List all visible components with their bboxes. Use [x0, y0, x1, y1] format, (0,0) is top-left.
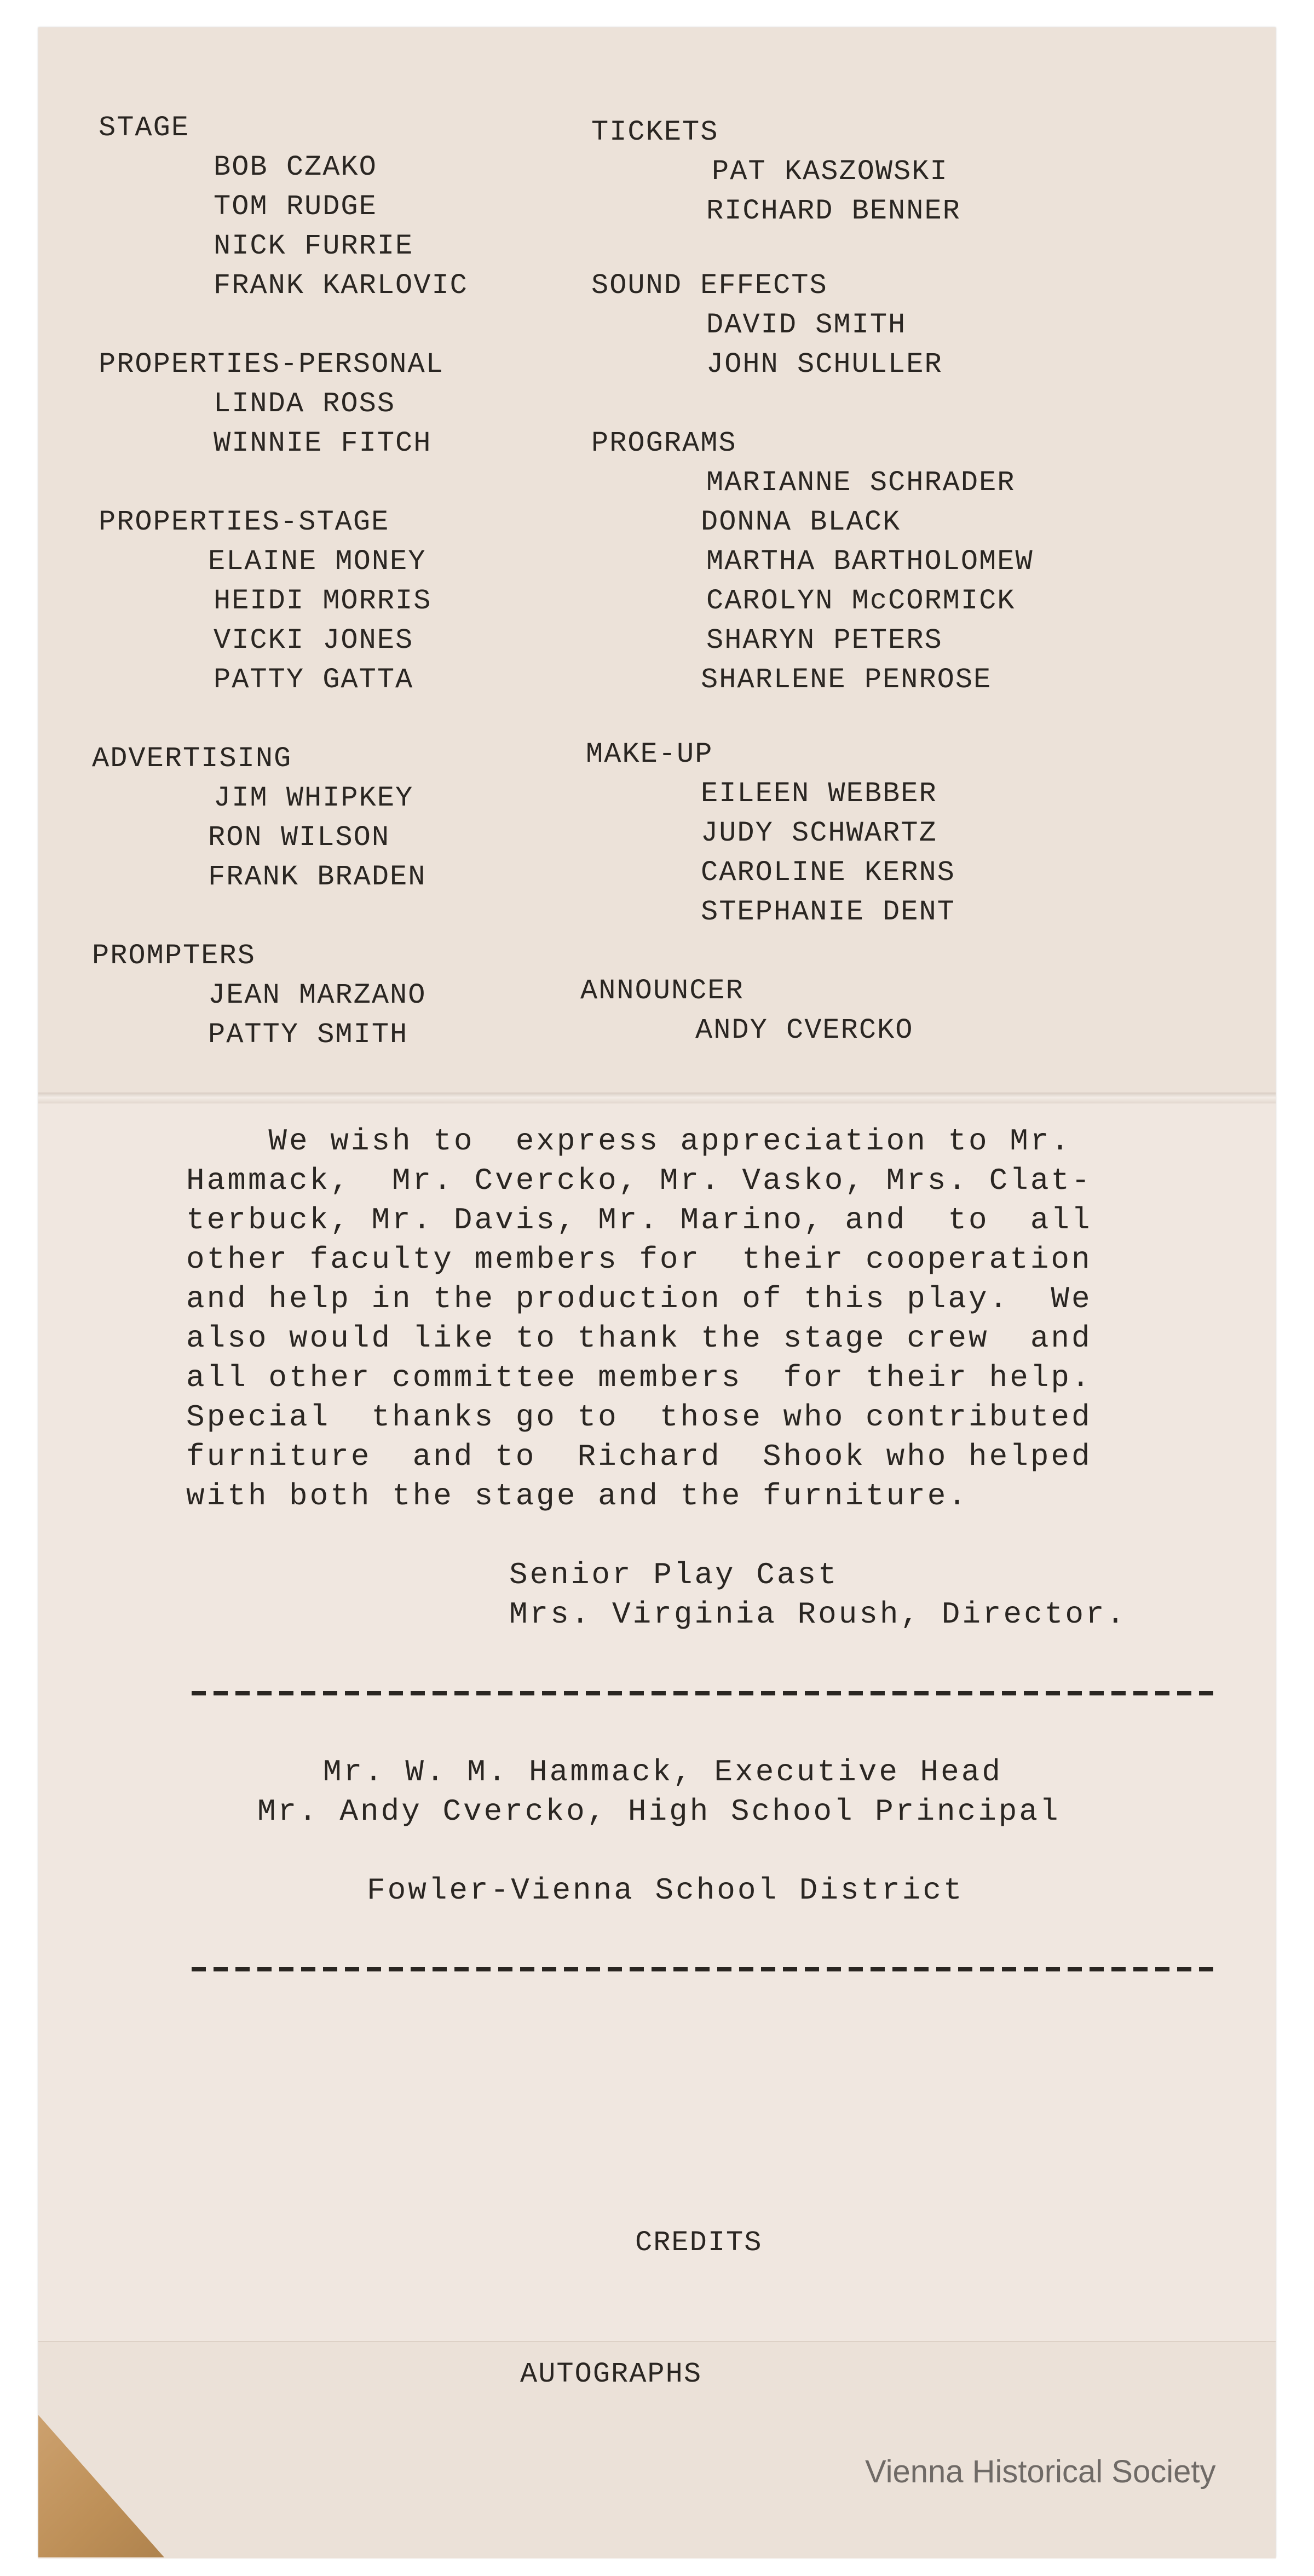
stage-heading: STAGE [99, 112, 190, 144]
committee-member: STEPHANIE DENT [701, 896, 955, 928]
committee-member: JEAN MARZANO [208, 979, 427, 1011]
school-district: Fowler-Vienna School District [367, 1873, 964, 1908]
appreciation-line: Special thanks go to those who contributed [186, 1400, 1092, 1435]
appreciation-line: all other committee members for their help. [186, 1360, 1092, 1395]
credits-label: CREDITS [635, 2227, 763, 2259]
signature-director: Mrs. Virginia Roush, Director. [509, 1597, 1127, 1632]
programs-heading: PROGRAMS [591, 427, 737, 459]
committee-member: NICK FURRIE [214, 230, 414, 262]
committee-member: RICHARD BENNER [706, 195, 961, 227]
divider-rule [192, 1967, 1221, 1971]
autographs-label: AUTOGRAPHS [520, 2358, 702, 2390]
committee-member: BOB CZAKO [214, 151, 377, 183]
committee-member: TOM RUDGE [214, 191, 377, 223]
committee-member: SHARLENE PENROSE [701, 664, 992, 696]
divider-rule [192, 1691, 1221, 1695]
committee-member: SHARYN PETERS [706, 624, 943, 657]
committee-member: JIM WHIPKEY [214, 782, 414, 814]
committee-member: CAROLINE KERNS [701, 856, 955, 889]
properties-personal-heading: PROPERTIES-PERSONAL [99, 348, 444, 381]
committee-member: VICKI JONES [214, 624, 414, 657]
committee-member: ANDY CVERCKO [695, 1014, 914, 1046]
committee-member: PATTY SMITH [208, 1019, 408, 1051]
appreciation-line: terbuck, Mr. Davis, Mr. Marino, and to all [186, 1203, 1092, 1238]
prompters-heading: PROMPTERS [92, 940, 256, 972]
signature-cast: Senior Play Cast [509, 1557, 839, 1592]
committee-member: CAROLYN McCORMICK [706, 585, 1016, 617]
committee-member: PATTY GATTA [214, 664, 414, 696]
page-fold [38, 1092, 1276, 1103]
committee-member: ELAINE MONEY [208, 545, 427, 578]
announcer-heading: ANNOUNCER [580, 975, 744, 1007]
appreciation-line: furniture and to Richard Shook who helped [186, 1439, 1092, 1474]
committee-member: FRANK BRADEN [208, 861, 427, 893]
appreciation-line: We wish to express appreciation to Mr. [186, 1124, 1072, 1159]
committee-member: JOHN SCHULLER [706, 348, 943, 381]
committee-member: MARTHA BARTHOLOMEW [706, 545, 1034, 578]
committee-member: DONNA BLACK [701, 506, 901, 538]
tickets-heading: TICKETS [591, 116, 719, 148]
appreciation-line: also would like to thank the stage crew and [186, 1321, 1092, 1356]
appreciation-line: with both the stage and the furniture. [186, 1479, 969, 1514]
makeup-heading: MAKE-UP [586, 738, 713, 771]
sound-effects-heading: SOUND EFFECTS [591, 269, 828, 302]
executive-head: Mr. W. M. Hammack, Executive Head [323, 1755, 1002, 1790]
committee-member: PAT KASZOWSKI [712, 156, 948, 188]
committee-member: WINNIE FITCH [214, 427, 432, 459]
committee-member: HEIDI MORRIS [214, 585, 432, 617]
committee-member: MARIANNE SCHRADER [706, 467, 1016, 499]
properties-stage-heading: PROPERTIES-STAGE [99, 506, 390, 538]
committee-member: EILEEN WEBBER [701, 778, 937, 810]
committee-member: LINDA ROSS [214, 388, 396, 420]
committee-member: JUDY SCHWARTZ [701, 817, 937, 849]
committee-member: DAVID SMITH [706, 309, 907, 341]
appreciation-line: Hammack, Mr. Cvercko, Mr. Vasko, Mrs. Clat- [186, 1163, 1092, 1198]
appreciation-line: and help in the production of this play. We [186, 1281, 1092, 1316]
advertising-heading: ADVERTISING [92, 743, 292, 775]
principal: Mr. Andy Cvercko, High School Principal [257, 1794, 1061, 1829]
committee-member: RON WILSON [208, 821, 390, 854]
committee-member: FRANK KARLOVIC [214, 269, 468, 302]
appreciation-line: other faculty members for their cooperation [186, 1242, 1092, 1277]
watermark-text: Vienna Historical Society [865, 2454, 1216, 2489]
